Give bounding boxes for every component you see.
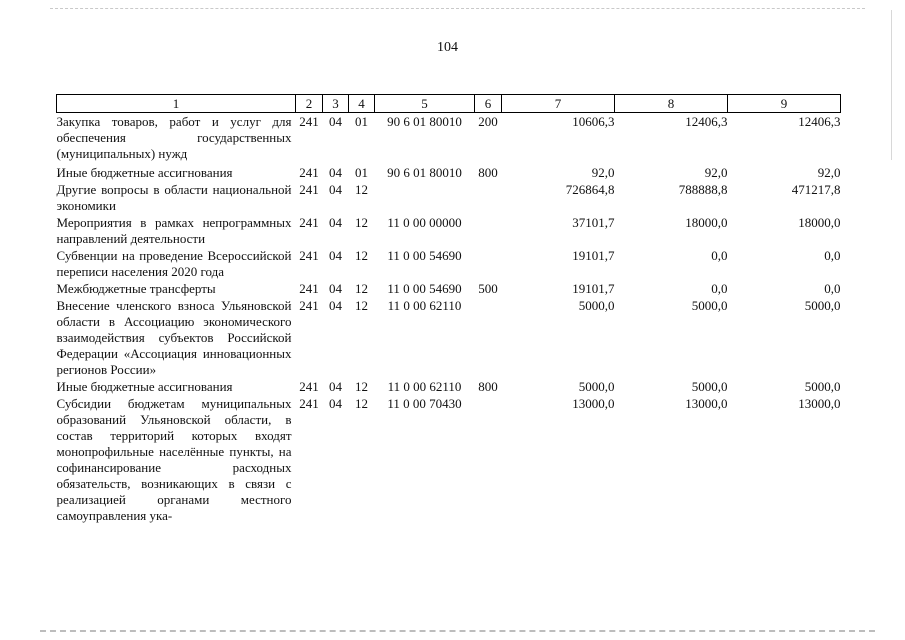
table-row — [57, 113, 841, 165]
table-row — [57, 297, 841, 378]
row-name: Межбюджетные трансферты — [56, 281, 216, 296]
row-code-2: 241 — [299, 298, 319, 313]
row-code-6 — [475, 214, 502, 247]
row-code-5: 11 0 00 00000 — [387, 215, 462, 230]
row-value-7: 37101,7 — [572, 215, 615, 230]
row-code-2: 241 — [299, 248, 319, 263]
header-cell-3: 3 — [323, 95, 349, 113]
row-code-4: 12 — [355, 281, 368, 296]
row-value-7: 92,0 — [591, 165, 615, 180]
budget-table — [56, 94, 841, 524]
row-code-3: 04 — [329, 396, 342, 411]
row-code-3: 04 — [329, 248, 342, 263]
row-code-6 — [475, 247, 502, 280]
row-value-7: 726864,8 — [565, 182, 615, 197]
row-code-4: 12 — [355, 215, 368, 230]
row-code-6: 500 — [478, 281, 498, 296]
row-code-5: 90 6 01 80010 — [387, 114, 462, 129]
row-code-6: 200 — [478, 114, 498, 129]
row-code-4: 12 — [355, 248, 368, 263]
scan-right-edge — [891, 10, 892, 160]
row-code-4: 12 — [355, 298, 368, 313]
table-row — [57, 247, 841, 280]
row-name: Иные бюджетные ассигнования — [56, 379, 233, 394]
row-value-7: 10606,3 — [572, 114, 615, 129]
row-name: Другие вопросы в области национальной экономики — [56, 182, 292, 213]
header-cell-7: 7 — [502, 95, 615, 113]
row-code-2: 241 — [299, 215, 319, 230]
row-value-9: 0,0 — [824, 248, 841, 263]
header-cell-5: 5 — [375, 95, 475, 113]
row-code-3: 04 — [329, 298, 342, 313]
header-cell-4: 4 — [349, 95, 375, 113]
row-value-9: 471217,8 — [791, 182, 841, 197]
table-header-row — [57, 95, 841, 113]
row-code-2: 241 — [299, 182, 319, 197]
header-cell-8: 8 — [615, 95, 728, 113]
row-code-2: 241 — [299, 379, 319, 394]
row-code-4: 12 — [355, 182, 368, 197]
row-value-9: 5000,0 — [804, 379, 841, 394]
row-code-3: 04 — [329, 114, 342, 129]
row-code-5: 11 0 00 70430 — [387, 396, 462, 411]
row-value-8: 5000,0 — [691, 298, 728, 313]
scan-bottom-edge — [40, 630, 875, 632]
row-name: Иные бюджетные ассигнования — [56, 165, 233, 180]
row-value-7: 19101,7 — [572, 248, 615, 263]
row-code-5: 90 6 01 80010 — [387, 165, 462, 180]
row-code-6 — [475, 395, 502, 524]
row-code-6: 800 — [478, 165, 498, 180]
row-code-3: 04 — [329, 182, 342, 197]
row-value-8: 18000,0 — [685, 215, 728, 230]
row-code-3: 04 — [329, 165, 342, 180]
row-code-6: 800 — [478, 379, 498, 394]
table-row — [57, 395, 841, 524]
row-value-8: 13000,0 — [685, 396, 728, 411]
row-code-2: 241 — [299, 114, 319, 129]
row-value-7: 5000,0 — [578, 379, 615, 394]
row-value-9: 92,0 — [817, 165, 841, 180]
scan-top-edge — [50, 8, 865, 9]
row-code-2: 241 — [299, 396, 319, 411]
page-number: 104 — [437, 40, 458, 55]
row-name: Мероприятия в рамках непрограммных направлений деятельности — [56, 215, 292, 246]
row-value-8: 0,0 — [711, 281, 728, 296]
header-cell-9: 9 — [728, 95, 841, 113]
row-name: Субвенции на проведение Всероссийской переписи населения 2020 года — [56, 248, 292, 279]
row-code-5: 11 0 00 54690 — [387, 281, 462, 296]
row-value-7: 5000,0 — [578, 298, 615, 313]
row-value-9: 0,0 — [824, 281, 841, 296]
row-code-4: 01 — [355, 114, 368, 129]
row-value-7: 19101,7 — [572, 281, 615, 296]
row-value-8: 788888,8 — [678, 182, 728, 197]
row-code-4: 12 — [355, 379, 368, 394]
row-value-9: 18000,0 — [798, 215, 841, 230]
row-code-2: 241 — [299, 165, 319, 180]
table-row — [57, 280, 841, 297]
table-row — [57, 181, 841, 214]
row-code-4: 01 — [355, 165, 368, 180]
row-code-3: 04 — [329, 215, 342, 230]
header-cell-1: 1 — [57, 95, 296, 113]
row-code-5: 11 0 00 62110 — [387, 298, 462, 313]
row-value-9: 13000,0 — [798, 396, 841, 411]
row-value-8: 0,0 — [711, 248, 728, 263]
table-row — [57, 164, 841, 181]
row-name: Субсидии бюджетам муниципальных образований Ульяновской области, в состав территорий которых входят монопрофильные населённые пункты, на софинансирование расходных обязательств, возникающих в связи с реализацией органами местного самоуправления ука- — [56, 396, 292, 523]
row-value-9: 12406,3 — [798, 114, 841, 129]
header-cell-6: 6 — [475, 95, 502, 113]
row-code-5 — [375, 181, 475, 214]
row-code-3: 04 — [329, 379, 342, 394]
row-value-7: 13000,0 — [572, 396, 615, 411]
table-row — [57, 378, 841, 395]
row-code-5: 11 0 00 62110 — [387, 379, 462, 394]
row-name: Внесение членского взноса Ульяновской области в Ассоциацию экономического взаимодействия субъектов Российской Федерации «Ассоциация инновационных регионов России» — [56, 298, 292, 377]
row-value-8: 92,0 — [704, 165, 728, 180]
row-code-3: 04 — [329, 281, 342, 296]
row-code-4: 12 — [355, 396, 368, 411]
row-code-6 — [475, 181, 502, 214]
row-code-6 — [475, 297, 502, 378]
header-cell-2: 2 — [296, 95, 323, 113]
row-name: Закупка товаров, работ и услуг для обеспечения государственных (муниципальных) нужд — [56, 114, 292, 161]
row-value-8: 5000,0 — [691, 379, 728, 394]
table-row — [57, 214, 841, 247]
row-value-9: 5000,0 — [804, 298, 841, 313]
row-value-8: 12406,3 — [685, 114, 728, 129]
row-code-2: 241 — [299, 281, 319, 296]
row-code-5: 11 0 00 54690 — [387, 248, 462, 263]
